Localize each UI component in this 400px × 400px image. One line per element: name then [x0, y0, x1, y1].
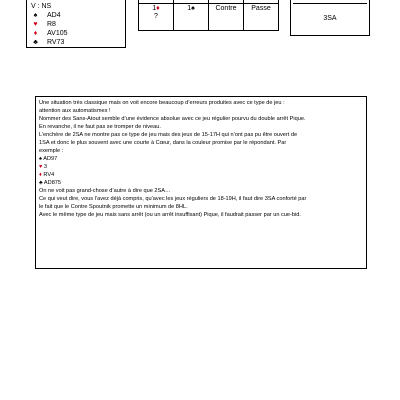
answer-divider: [293, 0, 367, 4]
commentary-line: Une situation très classique mais on voit encore beaucoup d’erreurs produites avec ce type de jeu :: [39, 100, 285, 106]
heart-holding: R8: [47, 21, 56, 28]
commentary-line: On ne voit pas grand-chose d’autre à dire que 2SA…: [39, 188, 171, 194]
example-spades: [39, 155, 363, 163]
hand-row-clubs: [31, 38, 125, 47]
hand-row-hearts: [31, 20, 125, 29]
example-holding: 3: [43, 164, 48, 170]
heart-icon: ♥: [39, 164, 43, 170]
bidding-cell-ouest: [174, 4, 209, 31]
commentary-line: L’enchère de 2SA ne montre pas ce type de jeu mais des jeux de 15-17H qui n’ont pas pu être ouvert de: [39, 132, 298, 138]
hand-row-spades: [31, 11, 125, 20]
spade-icon: ♠: [39, 156, 42, 162]
hand-row-diamonds: [31, 29, 125, 38]
example-holding: RV4: [43, 172, 55, 178]
commentary-line: 1SA et donc le plus souvent avec une courte à Cœur, dans la couleur promise par le répondant. Par: [39, 140, 287, 146]
bidding-body-row: [139, 4, 279, 31]
bid-question: ?: [154, 13, 158, 20]
commentary-line: attention aux automatismes !: [39, 108, 111, 114]
example-holding: AD875: [43, 180, 62, 186]
commentary-line: Nommer des Sans-Atout semble d’une évidence absolue avec ce jeu régulier pourvu du double arrêt Pique.: [39, 116, 306, 122]
commentary-line: Avec le même type de jeu mais sans arrêt (ou un arrêt insuffisant) Pique, il faudrait passer par un cue-bid.: [39, 212, 301, 218]
diamond-icon: ♦: [39, 172, 42, 178]
club-holding: RV73: [47, 39, 65, 46]
hand-title: V : NS: [31, 3, 52, 10]
bidding-cell-est: Passe: [244, 4, 279, 31]
bid-overcall: [176, 5, 206, 13]
example-diamonds: [39, 171, 363, 179]
diamond-icon: ♦: [156, 5, 160, 12]
bid-level: 1: [152, 5, 157, 12]
diamond-icon: ♦: [33, 30, 38, 37]
heart-icon: ♥: [33, 21, 38, 28]
spade-icon: ♠: [33, 12, 38, 19]
bidding-table: [138, 0, 279, 31]
commentary-line: le fait que le Contre Spoutnik promette un minimum de 8HL.: [39, 204, 188, 210]
spade-holding: AD4: [47, 12, 61, 19]
club-icon: ♣: [39, 180, 43, 186]
answer-value: 3SA: [323, 15, 337, 22]
commentary-line: exemple :: [39, 148, 64, 154]
bidding-cell-sud: [139, 4, 174, 31]
answer-box: [290, 0, 370, 36]
commentary-line: Ce qui veut dire, vous l’avez déjà compris, qu’avec les jeux réguliers de 18-19H, il faut dire 3SA conforté par: [39, 196, 307, 202]
bid-opening: [141, 5, 171, 13]
commentary-line: En revanche, il ne faut pas se tromper de niveau.: [39, 124, 161, 130]
club-icon: ♣: [33, 39, 38, 46]
bid-level: 1: [187, 5, 192, 12]
bidding-cell-nord: Contre: [209, 4, 244, 31]
example-holding: AD97: [43, 156, 58, 162]
example-hearts: [39, 163, 363, 171]
spade-icon: ♠: [191, 5, 195, 12]
hand-box: [26, 0, 126, 48]
commentary-box: [35, 96, 367, 269]
diamond-holding: AV105: [47, 30, 68, 37]
example-clubs: [39, 179, 363, 187]
